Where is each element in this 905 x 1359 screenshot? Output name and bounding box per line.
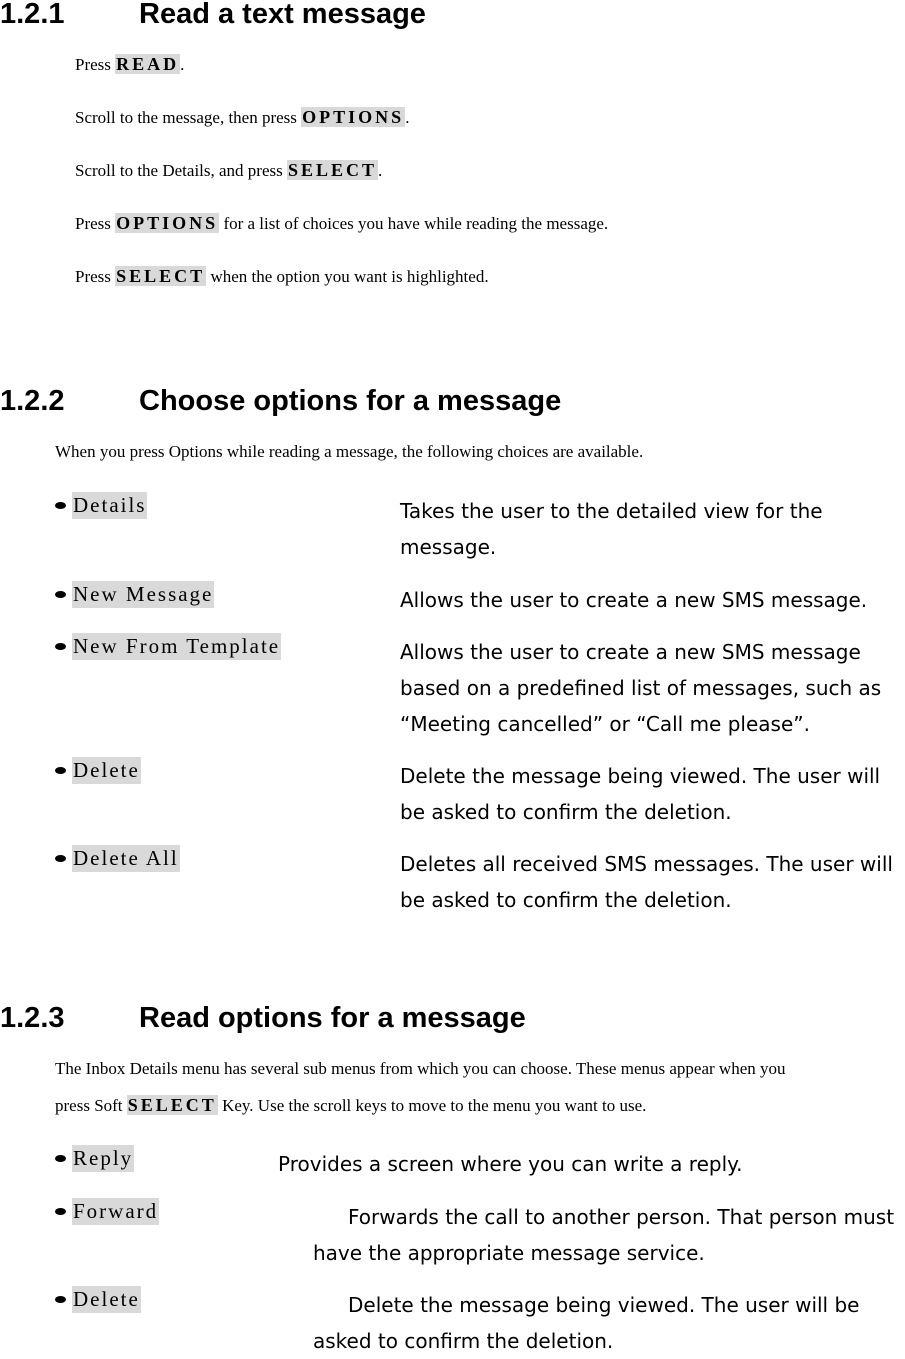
option-name: Forward: [73, 1199, 159, 1223]
step-2: [75, 105, 409, 130]
key-label: SELECT: [288, 160, 378, 180]
key-label: READ: [116, 54, 180, 74]
section-intro-line-1: The Inbox Details menu has several sub menus from which you can choose. These menus appear when you: [55, 1059, 786, 1078]
key-label: SELECT: [116, 266, 206, 286]
step-text: .: [180, 55, 185, 74]
bullet-icon: [55, 855, 66, 862]
option-name: New Message: [73, 582, 214, 606]
step-text: .: [405, 108, 410, 127]
step-3: [75, 158, 382, 183]
section-title: Read a text message: [139, 0, 426, 30]
intro-text: press Soft: [55, 1096, 127, 1115]
bullet-icon: [55, 767, 66, 774]
bullet-icon: [55, 591, 66, 598]
section-intro-line-2: [55, 1093, 646, 1118]
option-description: Allows the user to create a new SMS message.: [400, 588, 868, 612]
intro-text: Key. Use the scroll keys to move to the menu you want to use.: [217, 1096, 647, 1115]
option-item-details: [55, 492, 905, 562]
option-description: Forwards the call to another person. That person must have the appropriate message service.: [313, 1205, 895, 1265]
option-description: Delete the message being viewed. The user will be asked to confirm the deletion.: [313, 1293, 860, 1353]
step-text: Press: [75, 55, 116, 74]
key-label: SELECT: [127, 1095, 217, 1115]
option-name: Reply: [73, 1146, 134, 1170]
option-name: Delete All: [73, 846, 179, 870]
step-text: .: [378, 161, 383, 180]
option-item-delete: [55, 757, 905, 827]
option-description: Deletes all received SMS messages. The user will be asked to confirm the deletion.: [400, 852, 893, 912]
key-label: OPTIONS: [302, 107, 405, 127]
step-text: Scroll to the message, then press: [75, 108, 302, 127]
option-description: Delete the message being viewed. The user will be asked to confirm the deletion.: [400, 764, 881, 824]
bullet-icon: [55, 1155, 66, 1162]
option-item-new-from-template: [55, 633, 905, 743]
step-1: [75, 52, 184, 77]
section-intro: When you press Options while reading a message, the following choices are available.: [55, 442, 644, 461]
section-number: 1.2.3: [0, 1002, 65, 1034]
step-text: Scroll to the Details, and press: [75, 161, 287, 180]
option-name: Delete: [73, 758, 140, 782]
option-item-forward: [55, 1198, 905, 1268]
option-description: Provides a screen where you can write a reply.: [278, 1152, 743, 1176]
option-name: New From Template: [73, 634, 281, 658]
step-text: when the option you want is highlighted.: [206, 267, 489, 286]
key-label: OPTIONS: [116, 213, 219, 233]
option-name: Details: [73, 493, 147, 517]
bullet-icon: [55, 1296, 66, 1303]
section-title: Read options for a message: [139, 1002, 526, 1034]
step-4: [75, 211, 608, 236]
section-number: 1.2.1: [0, 0, 65, 30]
option-description: Allows the user to create a new SMS message based on a predefined list of messages, such as “Meeting cancelled” or “Call me please”.: [400, 640, 882, 736]
option-description: Takes the user to the detailed view for the message.: [400, 499, 823, 559]
option-item-delete-read: [55, 1286, 905, 1356]
section-number: 1.2.2: [0, 385, 65, 417]
step-text: Press: [75, 214, 116, 233]
bullet-icon: [55, 502, 66, 509]
section-title: Choose options for a message: [139, 385, 562, 417]
option-item-delete-all: [55, 845, 905, 915]
option-name: Delete: [73, 1287, 140, 1311]
bullet-icon: [55, 1208, 66, 1215]
step-text: Press: [75, 267, 116, 286]
step-5: [75, 264, 489, 289]
bullet-icon: [55, 643, 66, 650]
step-text: for a list of choices you have while reading the message.: [219, 214, 609, 233]
